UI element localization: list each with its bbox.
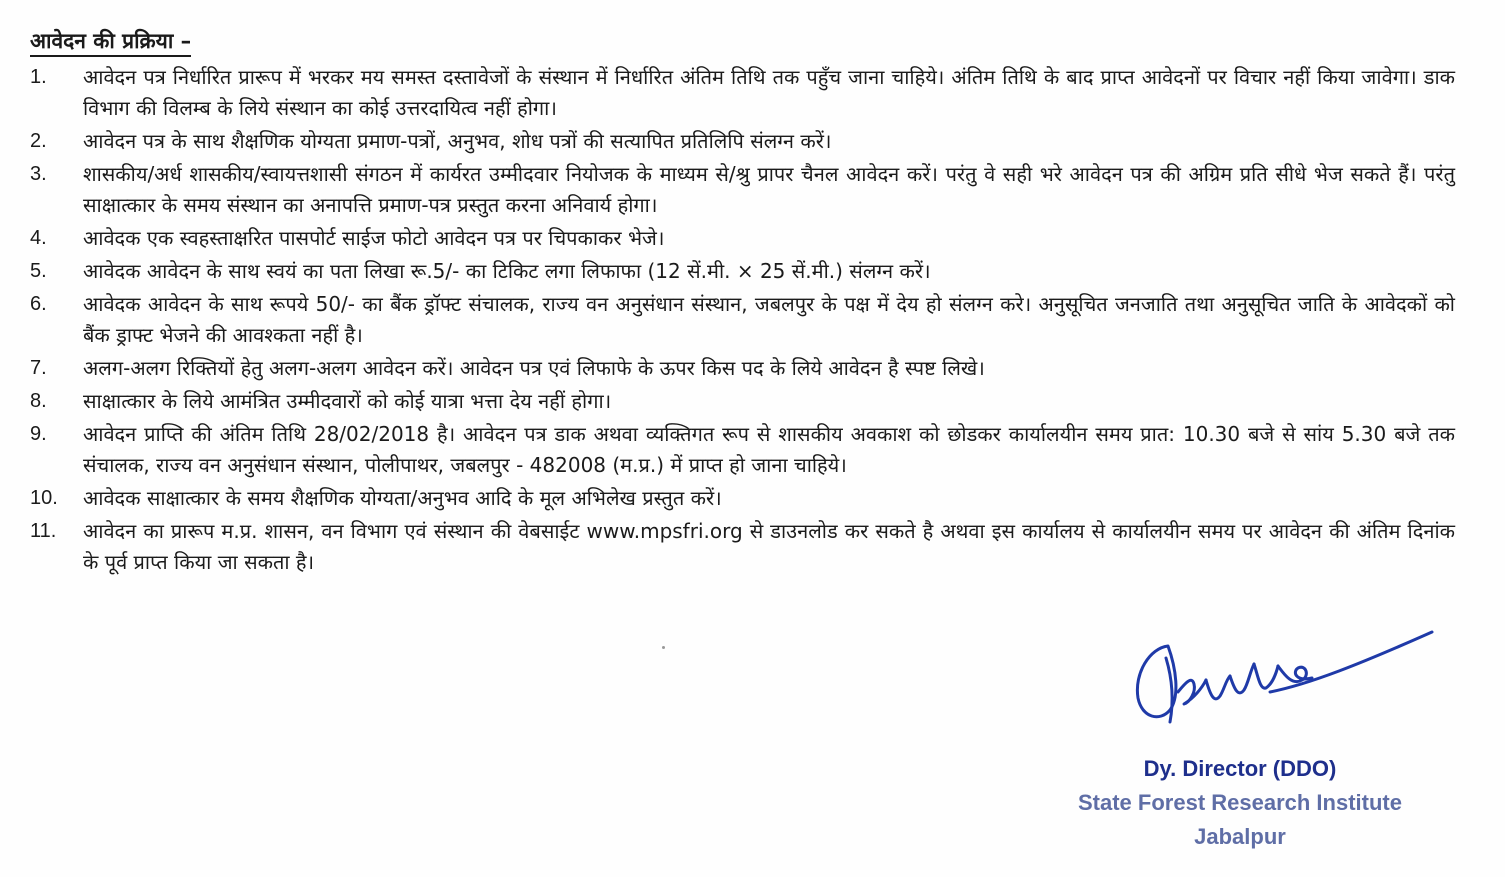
list-item <box>30 62 1455 124</box>
signatory-organization: State Forest Research Institute <box>1078 790 1402 815</box>
list-item <box>30 353 1455 384</box>
item-number: 11. <box>30 520 57 542</box>
list-item <box>30 289 1455 351</box>
item-text: आवेदक आवेदन के साथ रूपये 50/- का बैंक ड्रॉफ्ट संचालक, राज्य वन अनुसंधान संस्थान, जबलपुर के पक्ष में देय हो संलग्न करे। अनुसूचित जनजाति तथा अनुसूचित जाति के आवेदकों को बैंक ड्राफ्ट भेजने की आवश्कता नहीं है। <box>83 292 1455 347</box>
item-text: अलग-अलग रिक्तियों हेतु अलग-अलग आवेदन करें। आवेदन पत्र एवं लिफाफे के ऊपर किस पद के लिये आवेदन है स्पष्ट लिखे। <box>83 356 985 380</box>
signatory-city: Jabalpur <box>1194 824 1286 849</box>
item-number: 9. <box>30 423 47 445</box>
section-heading: आवेदन की प्रक्रिया – <box>30 28 191 57</box>
item-text: आवेदन पत्र के साथ शैक्षणिक योग्यता प्रमाण-पत्रों, अनुभव, शोध पत्रों की सत्यापित प्रतिलिपि संलग्न करें। <box>83 129 832 153</box>
item-number: 3. <box>30 163 47 185</box>
item-number: 8. <box>30 390 47 412</box>
item-number: 7. <box>30 357 47 379</box>
item-number: 1. <box>30 66 47 88</box>
list-item <box>30 386 1455 417</box>
list-item <box>30 159 1455 221</box>
list-item <box>30 256 1455 287</box>
procedure-list <box>30 62 1455 580</box>
signatory-title: Dy. Director (DDO) <box>1143 756 1337 781</box>
item-number: 10. <box>30 487 58 509</box>
list-item <box>30 516 1455 578</box>
item-number: 2. <box>30 130 47 152</box>
handwritten-signature-icon <box>1120 618 1450 738</box>
item-number: 5. <box>30 260 47 282</box>
list-item <box>30 419 1455 481</box>
item-text: आवेदक एक स्वहस्ताक्षरित पासपोर्ट साईज फोटो आवेदन पत्र पर चिपकाकर भेजे। <box>83 226 665 250</box>
item-text: आवेदक साक्षात्कार के समय शैक्षणिक योग्यता/अनुभव आदि के मूल अभिलेख प्रस्तुत करें। <box>83 486 722 510</box>
list-item <box>30 483 1455 514</box>
list-item <box>30 223 1455 254</box>
item-text: साक्षात्कार के लिये आमंत्रित उम्मीदवारों को कोई यात्रा भत्ता देय नहीं होगा। <box>83 389 612 413</box>
item-text: आवेदन पत्र निर्धारित प्रारूप में भरकर मय समस्त दस्तावेजों के संस्थान में निर्धारित अंतिम तिथि तक पहुँच जाना चाहिये। अंतिम तिथि के बाद प्राप्त आवेदनों पर विचार नहीं किया जावेगा। डाक विभाग की विलम्ब के लिये संस्थान का कोई उत्तरदायित्व नहीं होगा। <box>83 65 1455 120</box>
item-text: आवेदन का प्रारूप म.प्र. शासन, वन विभाग एवं संस्थान की वेबसाईट www.mpsfri.org से डाउनलोड कर सकते है अथवा इस कार्यालय से कार्यालयीन समय पर आवेदन की अंतिम दिनांक के पूर्व प्राप्त किया जा सकता है। <box>83 519 1455 574</box>
scan-speck <box>662 646 665 649</box>
item-text: शासकीय/अर्ध शासकीय/स्वायत्तशासी संगठन में कार्यरत उम्मीदवार नियोजक के माध्यम से/श्रु प्रापर चैनल आवेदन करें। परंतु वे सही भरे आवेदन पत्र की अग्रिम प्रति सीधे भेज सकते हैं। परंतु साक्षात्कार के समय संस्थान का अनापत्ति प्रमाण-पत्र प्रस्तुत करना अनिवार्य होगा। <box>83 162 1455 217</box>
item-text: आवेदन प्राप्ति की अंतिम तिथि 28/02/2018 है। आवेदन पत्र डाक अथवा व्यक्तिगत रूप से शासकीय अवकाश को छोडकर कार्यालयीन समय प्रात: 10.30 बजे से सांय 5.30 बजे तक संचालक, राज्य वन अनुसंधान संस्थान, पोलीपाथर, जबलपुर - 482008 (म.प्र.) में प्राप्त हो जाना चाहिये। <box>83 422 1455 477</box>
item-text: आवेदक आवेदन के साथ स्वयं का पता लिखा रू.5/- का टिकिट लगा लिफाफा (12 सें.मी. × 25 सें.मी.) संलग्न करें। <box>83 259 931 283</box>
item-number: 4. <box>30 227 47 249</box>
signatory-block <box>1040 752 1440 854</box>
item-number: 6. <box>30 293 47 315</box>
list-item <box>30 126 1455 157</box>
